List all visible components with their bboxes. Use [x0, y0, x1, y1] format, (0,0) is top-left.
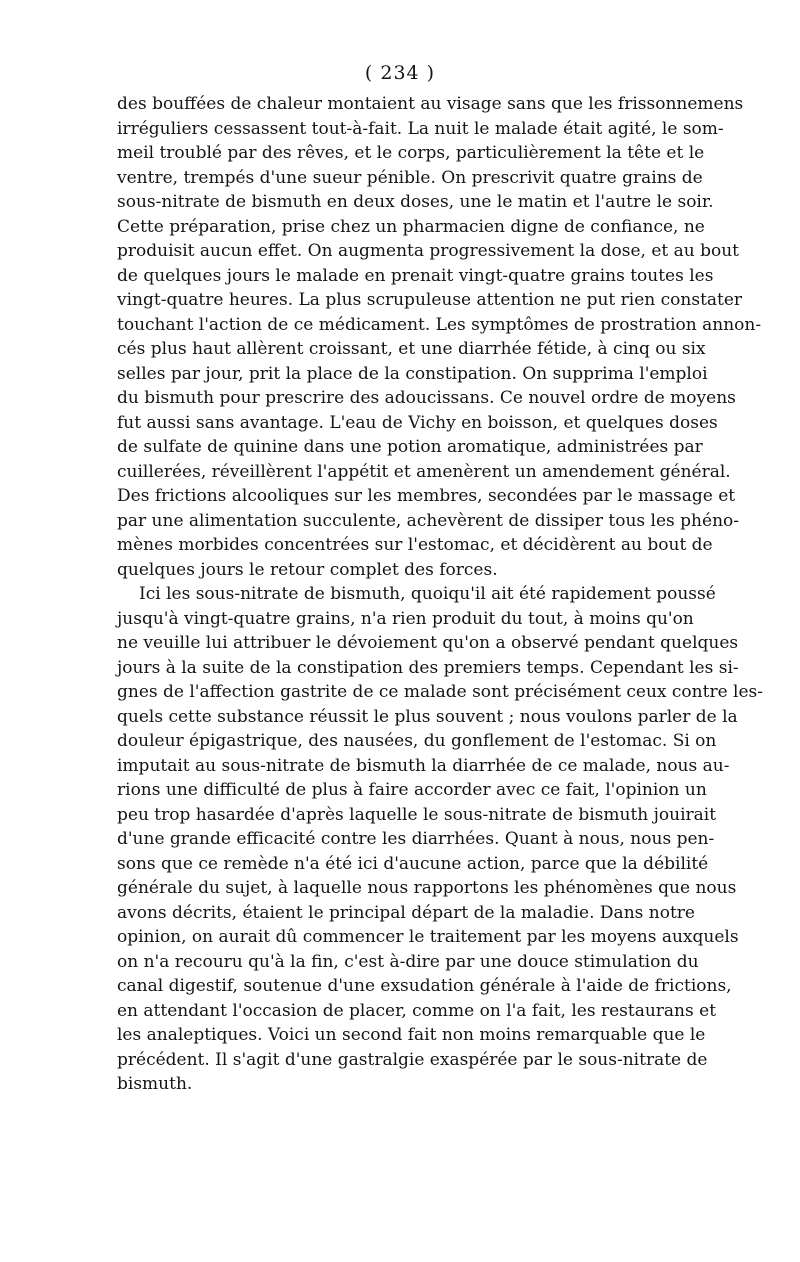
text-line: par une alimentation succulente, achevèrent de dissiper tous les phéno- [117, 510, 739, 531]
text-line: cuillerées, réveillèrent l'appétit et amenèrent un amendement général. [117, 461, 731, 482]
text-line: bismuth. [117, 1074, 193, 1094]
text-line: douleur épigastrique, des nausées, du gonflement de l'estomac. Si on [117, 731, 717, 751]
text-line: irréguliers cessassent tout-à-fait. La nuit le malade était agité, le som- [117, 118, 724, 139]
paragraph-2 [117, 582, 763, 1097]
text-line: de quelques jours le malade en prenait vingt-quatre grains toutes les [117, 265, 714, 286]
text-line: avons décrits, étaient le principal départ de la maladie. Dans notre [117, 902, 695, 923]
text-line: selles par jour, prit la place de la constipation. On supprima l'emploi [117, 363, 708, 384]
text-line: vingt-quatre heures. La plus scrupuleuse attention ne put rien constater [117, 290, 743, 310]
text-line: opinion, on aurait dû commencer le traitement par les moyens auxquels [117, 927, 739, 947]
text-line: imputait au sous-nitrate de bismuth la diarrhée de ce malade, nous au- [117, 755, 730, 776]
text-line: rions une difficulté de plus à faire accorder avec ce fait, l'opinion un [117, 780, 707, 800]
text-line: mènes morbides concentrées sur l'estomac, et décidèrent au bout de [117, 535, 713, 555]
text-line: Des frictions alcooliques sur les membres, secondées par le massage et [117, 486, 736, 506]
text-line: Cette préparation, prise chez un pharmacien digne de confiance, ne [117, 216, 705, 237]
text-line: sous-nitrate de bismuth en deux doses, une le matin et l'autre le soir. [117, 192, 714, 212]
text-line: de sulfate de quinine dans une potion aromatique, administrées par [117, 437, 703, 457]
text-line: ne veuille lui attribuer le dévoiement qu'on a observé pendant quelques [117, 633, 739, 653]
text-line: quelques jours le retour complet des forces. [117, 559, 498, 580]
text-line: jours à la suite de la constipation des premiers temps. Cependant les si- [117, 657, 739, 678]
text-line: en attendant l'occasion de placer, comme on l'a fait, les restaurans et [117, 1000, 717, 1021]
text-line: sons que ce remède n'a été ici d'aucune action, parce que la débilité [117, 853, 709, 874]
text-line: générale du sujet, à laquelle nous rapportons les phénomènes que nous [117, 878, 737, 898]
text-line: meil troublé par des rêves, et le corps, particulièrement la tête et le [117, 143, 705, 163]
text-line: les analeptiques. Voici un second fait non moins remarquable que le [117, 1025, 706, 1045]
text-line: Ici les sous-nitrate de bismuth, quoiqu'il ait été rapidement poussé [139, 584, 716, 604]
text-line: produisit aucun effet. On augmenta progressivement la dose, et au bout [117, 241, 740, 261]
text-line: fut aussi sans avantage. L'eau de Vichy en boisson, et quelques doses [117, 412, 718, 433]
text-line: quels cette substance réussit le plus souvent ; nous voulons parler de la [117, 706, 738, 727]
paragraph-1 [117, 92, 762, 582]
text-line: peu trop hasardée d'après laquelle le sous-nitrate de bismuth jouirait [117, 804, 717, 825]
page-number: ( 234 ) [364, 62, 436, 84]
body-text [117, 92, 763, 1097]
text-line: on n'a recouru qu'à la fin, c'est à-dire par une douce stimulation du [117, 951, 699, 972]
text-line: canal digestif, soutenue d'une exsudation générale à l'aide de frictions, [117, 976, 732, 996]
text-line: précédent. Il s'agit d'une gastralgie exaspérée par le sous-nitrate de [117, 1049, 708, 1070]
text-line: ventre, trempés d'une sueur pénible. On prescrivit quatre grains de [117, 167, 703, 188]
text-line: gnes de l'affection gastrite de ce malade sont précisément ceux contre les- [117, 682, 763, 702]
text-line: touchant l'action de ce médicament. Les symptômes de prostration annon- [117, 314, 762, 335]
text-line: cés plus haut allèrent croissant, et une diarrhée fétide, à cinq ou six [117, 339, 706, 359]
text-line: jusqu'à vingt-quatre grains, n'a rien produit du tout, à moins qu'on [117, 608, 694, 629]
text-line: d'une grande efficacité contre les diarrhées. Quant à nous, nous pen- [117, 829, 715, 849]
text-line: du bismuth pour prescrire des adoucissans. Ce nouvel ordre de moyens [117, 388, 736, 408]
text-line: des bouffées de chaleur montaient au visage sans que les frissonnemens [117, 94, 744, 114]
